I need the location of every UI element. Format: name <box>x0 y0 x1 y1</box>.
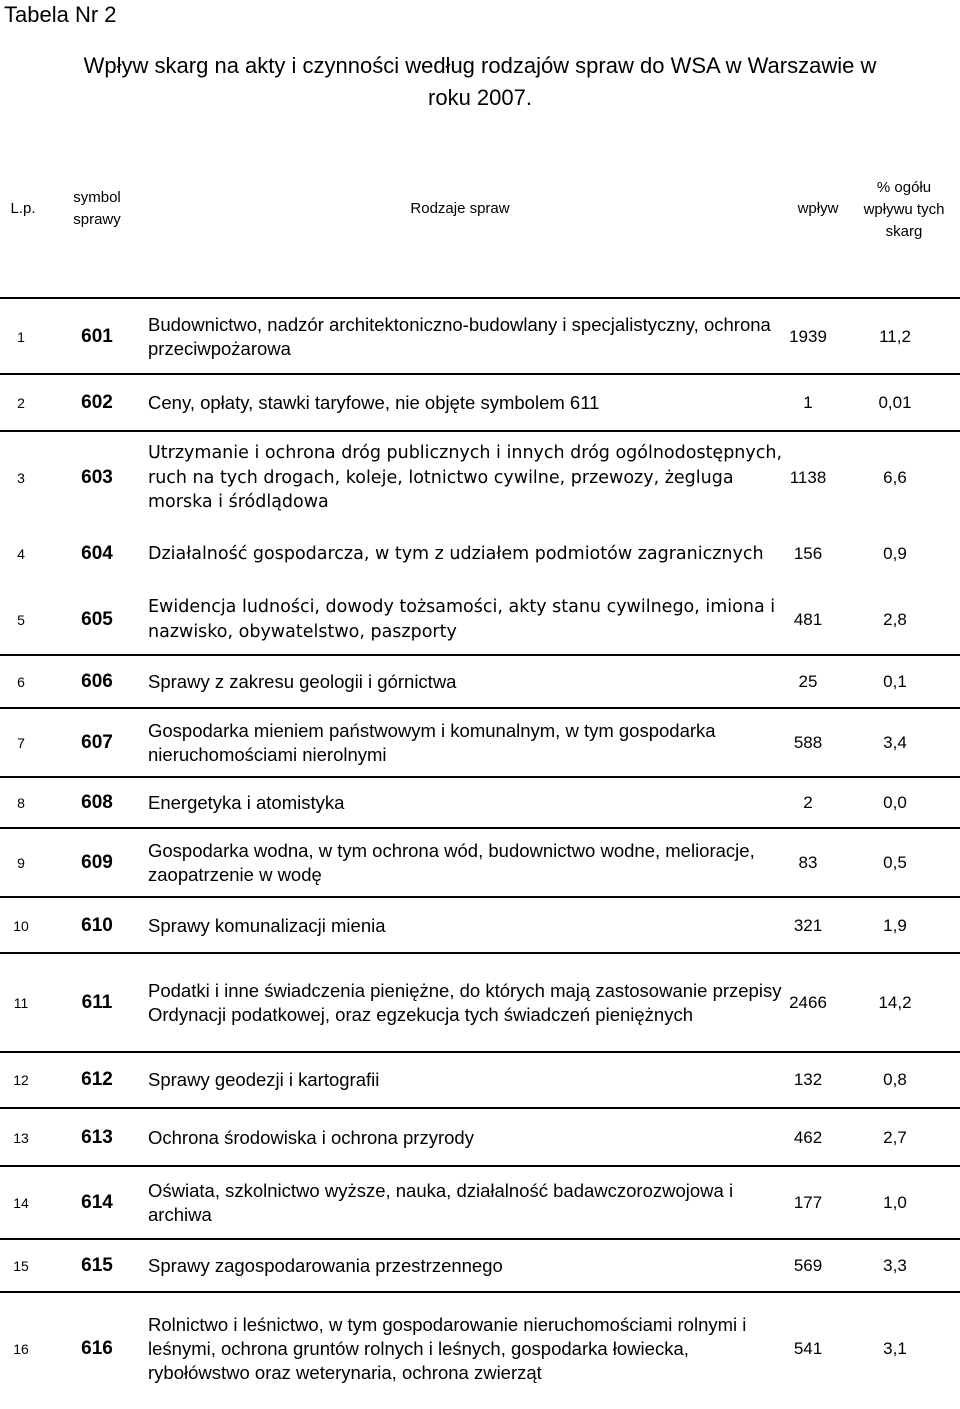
row-separator <box>0 827 960 829</box>
symbol-cell: 609 <box>81 852 113 873</box>
symbol-cell: 610 <box>81 914 113 936</box>
percent-cell: 0,9 <box>883 544 907 563</box>
row-number: 12 <box>13 1072 29 1088</box>
row-separator <box>0 1291 960 1293</box>
row-number: 11 <box>13 994 29 1011</box>
header-pct-line3: skarg <box>885 223 923 240</box>
description-cell: Utrzymanie i ochrona dróg publicznych i innych dróg ogólnodostępnych, ruch na tych drogach, koleje, lotnictwo cywilne, przewozy, żegluga morska i śródlądowa <box>148 443 783 513</box>
symbol-cell: 614 <box>81 1192 113 1213</box>
percent-cell: 1,9 <box>883 915 907 935</box>
table-row <box>0 300 960 373</box>
symbol-cell: 612 <box>81 1069 113 1090</box>
title-line-2: roku 2007. <box>428 85 532 110</box>
percent-cell: 1,0 <box>883 1193 907 1212</box>
header-pct <box>848 177 960 243</box>
table-row <box>0 899 960 952</box>
symbol-cell: 608 <box>81 791 113 813</box>
percent-cell: 0,1 <box>883 671 907 691</box>
row-number: 2 <box>17 394 25 411</box>
description-cell: Sprawy z zakresu geologii i górnictwa <box>148 670 457 692</box>
table-row <box>0 433 960 523</box>
description-cell: Gospodarka mieniem państwowym i komunalnym, w tym gospodarka nieruchomościami nierolnymi <box>148 719 716 765</box>
description-cell: Oświata, szkolnictwo wyższe, nauka, działalność badawczorozwojowa i archiwa <box>148 1180 734 1225</box>
wplyw-cell: 177 <box>793 1193 823 1212</box>
description-cell: Ochrona środowiska i ochrona przyrody <box>148 1126 474 1148</box>
symbol-cell: 607 <box>81 731 113 753</box>
percent-cell: 2,7 <box>883 1127 907 1147</box>
percent-cell: 0,8 <box>883 1070 907 1089</box>
row-number: 4 <box>17 546 25 562</box>
symbol-cell: 613 <box>81 1126 113 1148</box>
symbol-cell: 605 <box>81 608 113 630</box>
table-row <box>0 656 960 707</box>
row-number: 1 <box>17 328 25 345</box>
symbol-cell: 611 <box>81 991 113 1013</box>
percent-cell: 0,01 <box>878 392 912 412</box>
wplyw-cell: 541 <box>793 1339 823 1358</box>
header-wplyw: wpływ <box>797 200 839 217</box>
table-row <box>0 523 960 585</box>
header-symbol <box>56 187 138 231</box>
wplyw-cell: 481 <box>793 609 823 629</box>
percent-cell: 3,4 <box>883 732 907 752</box>
row-number: 14 <box>13 1195 29 1211</box>
symbol-cell: 616 <box>81 1338 113 1359</box>
description-cell: Ewidencja ludności, dowody tożsamości, akty stanu cywilnego, imiona i nazwisko, obywatelstwo, paszporty <box>148 597 776 642</box>
description-cell: Sprawy komunalizacji mienia <box>148 914 386 936</box>
row-number: 7 <box>17 734 25 751</box>
percent-cell: 3,3 <box>883 1255 907 1275</box>
table-row <box>0 1110 960 1165</box>
wplyw-cell: 569 <box>793 1255 823 1275</box>
wplyw-cell: 2 <box>803 792 813 812</box>
title-line-1: Wpływ skarg na akty i czynności według rodzajów spraw do WSA w Warszawie w <box>83 53 877 78</box>
wplyw-cell: 25 <box>798 671 818 691</box>
wplyw-cell: 156 <box>793 544 823 563</box>
header-rodzaje: Rodzaje spraw <box>410 200 510 217</box>
symbol-cell: 615 <box>81 1254 113 1276</box>
description-cell: Rolnictwo i leśnictwo, w tym gospodarowanie nieruchomościami rolnymi i leśnymi, ochrona gruntów rolnych i leśnych, gospodarka łowiecka, rybołówstwo oraz weterynaria, ochrona zwierząt <box>148 1314 747 1383</box>
row-number: 9 <box>17 855 25 871</box>
percent-cell: 0,0 <box>883 792 907 812</box>
header-symbol-line1: symbol <box>73 189 121 206</box>
percent-cell: 6,6 <box>883 468 907 487</box>
row-number: 5 <box>17 611 25 628</box>
table-row <box>0 778 960 827</box>
description-cell: Budownictwo, nadzór architektoniczno-budowlany i specjalistyczny, ochrona przeciwpożarowa <box>148 313 771 359</box>
header-pct-line2: wpływu tych <box>863 201 945 218</box>
row-number: 6 <box>17 673 25 690</box>
wplyw-cell: 83 <box>798 853 818 872</box>
percent-cell: 14,2 <box>878 992 912 1012</box>
symbol-cell: 606 <box>81 670 113 692</box>
row-separator <box>0 896 960 898</box>
table-row <box>0 830 960 896</box>
wplyw-cell: 1939 <box>789 326 827 346</box>
symbol-cell: 602 <box>81 391 113 413</box>
wplyw-cell: 2466 <box>789 992 827 1012</box>
header-symbol-line2: sprawy <box>73 211 121 228</box>
header-lp: L.p. <box>10 200 36 217</box>
page-title <box>0 50 960 114</box>
percent-cell: 11,2 <box>879 326 911 346</box>
wplyw-cell: 462 <box>793 1127 823 1147</box>
description-cell: Podatki i inne świadczenia pieniężne, do których mają zastosowanie przepisy Ordynacji podatkowej, oraz egzekucja tych świadczeń pieniężnych <box>148 979 782 1025</box>
row-number: 10 <box>13 917 29 934</box>
wplyw-cell: 321 <box>793 915 823 935</box>
wplyw-cell: 1 <box>803 392 813 412</box>
separator <box>0 297 960 299</box>
row-number: 8 <box>17 794 25 811</box>
table-row <box>0 954 960 1051</box>
symbol-cell: 604 <box>81 543 113 564</box>
table-row <box>0 1240 960 1291</box>
header-pct-line1: % ogółu <box>876 179 932 196</box>
wplyw-cell: 588 <box>793 732 823 752</box>
description-cell: Ceny, opłaty, stawki taryfowe, nie objęte symbolem 611 <box>148 391 600 413</box>
description-cell: Działalność gospodarcza, w tym z udziałem podmiotów zagranicznych <box>148 543 764 564</box>
description-cell: Sprawy geodezji i kartografii <box>148 1069 380 1090</box>
row-number: 16 <box>13 1341 29 1357</box>
description-cell: Gospodarka wodna, w tym ochrona wód, budownictwo wodne, melioracje, zaopatrzenie w wodę <box>148 840 755 885</box>
percent-cell: 0,5 <box>883 853 907 872</box>
description-cell: Energetyka i atomistyka <box>148 791 345 813</box>
wplyw-cell: 132 <box>793 1070 823 1089</box>
table-row <box>0 585 960 654</box>
percent-cell: 2,8 <box>883 609 907 629</box>
percent-cell: 3,1 <box>883 1339 907 1358</box>
table-row <box>0 1053 960 1107</box>
wplyw-cell: 1138 <box>789 468 827 487</box>
row-number: 3 <box>17 470 25 486</box>
table-row <box>0 709 960 776</box>
symbol-cell: 603 <box>81 467 113 488</box>
table-row <box>0 1294 960 1404</box>
row-number: 15 <box>13 1257 29 1274</box>
table-row <box>0 375 960 430</box>
row-separator <box>0 1165 960 1167</box>
table-row <box>0 1168 960 1238</box>
symbol-cell: 601 <box>81 325 113 347</box>
description-cell: Sprawy zagospodarowania przestrzennego <box>148 1254 503 1276</box>
row-number: 13 <box>13 1129 29 1146</box>
row-separator <box>0 430 960 432</box>
row-separator <box>0 1107 960 1109</box>
table-label: Tabela Nr 2 <box>4 2 117 27</box>
